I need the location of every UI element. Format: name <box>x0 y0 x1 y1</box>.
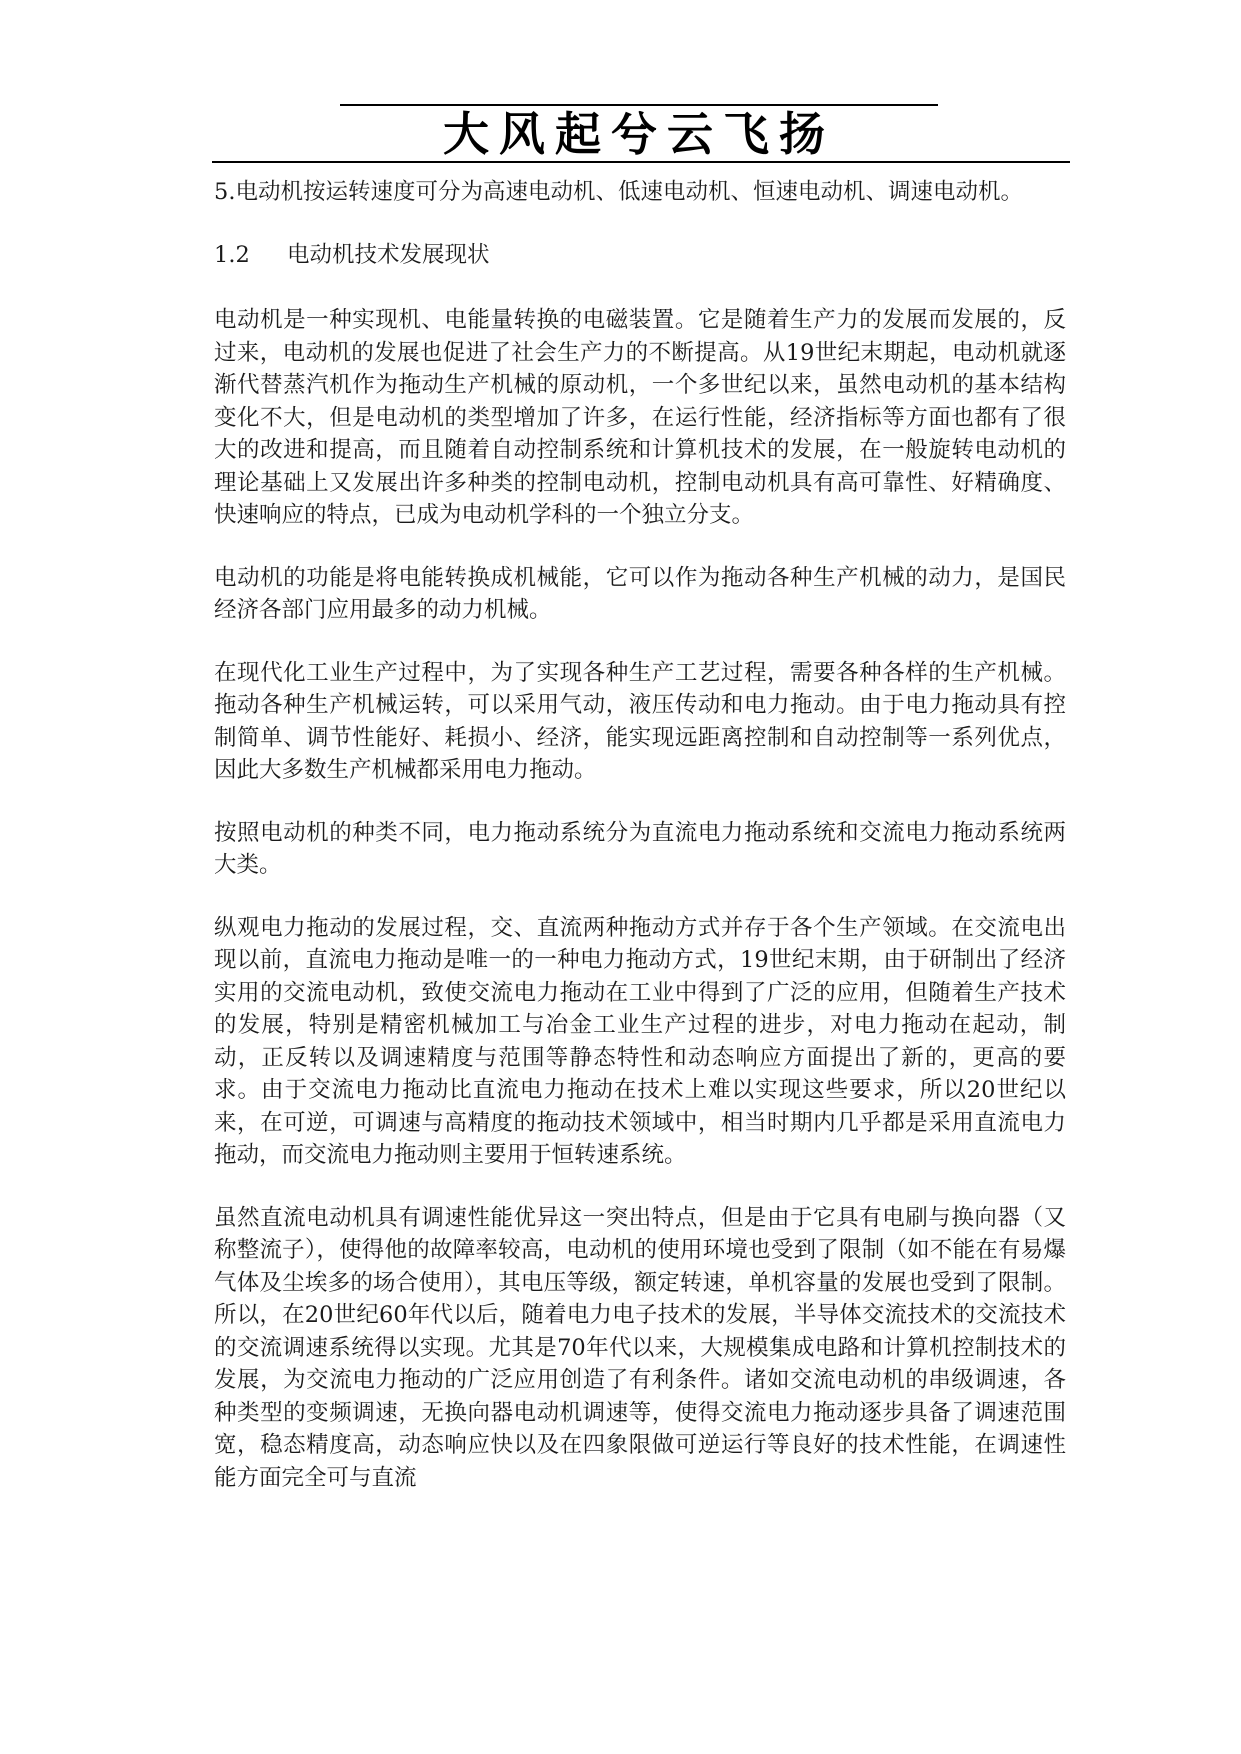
section-heading <box>214 239 1066 272</box>
section-title: 电动机技术发展现状 <box>287 241 490 268</box>
section-number: 1.2 <box>214 241 250 268</box>
header-title: 大风起兮云飞扬 <box>443 107 835 161</box>
paragraph-4: 按照电动机的种类不同，电力拖动系统分为直流电力拖动系统和交流电力拖动系统两大类。 <box>214 819 1066 878</box>
paragraph-6: 虽然直流电动机具有调速性能优异这一突出特点，但是由于它具有电刷与换向器（又称整流子），使得他的故障率较高，电动机的使用环境也受到了限制（如不能在有易爆气体及尘埃多的场合使用），其电压等级，额定转速，单机容量的发展也受到了限制。所以，在20世纪60年代以后，随着电力电子技术的发展，半导体交流技术的交流技术的交流调速系统得以实现。尤其是70年代以来，大规模集成电路和计算机控制技术的发展，为交流电力拖动的广泛应用创造了有利条件。诸如交流电动机的串级调速，各种类型的变频调速，无换向器电动机调速等，使得交流电力拖动逐步具备了调速范围宽，稳态精度高，动态响应快以及在四象限做可逆运行等良好的技术性能，在调速性能方面完全可与直流 <box>214 1204 1066 1491</box>
list-item-5: 5.电动机按运转速度可分为高速电动机、低速电动机、恒速电动机、调速电动机。 <box>214 179 1023 205</box>
paragraph-1: 电动机是一种实现机、电能量转换的电磁装置。它是随着生产力的发展而发展的，反过来，电动机的发展也促进了社会生产力的不断提高。从19世纪末期起，电动机就逐渐代替蒸汽机作为拖动生产机械的原动机，一个多世纪以来，虽然电动机的基本结构变化不大，但是电动机的类型增加了许多，在运行性能，经济指标等方面也都有了很大的改进和提高，而且随着自动控制系统和计算机技术的发展，在一般旋转电动机的理论基础上又发展出许多种类的控制电动机，控制电动机具有高可靠性、好精确度、快速响应的特点，已成为电动机学科的一个独立分支。 <box>214 307 1066 528</box>
paragraph-3: 在现代化工业生产过程中，为了实现各种生产工艺过程，需要各种各样的生产机械。拖动各种生产机械运转，可以采用气动，液压传动和电力拖动。由于电力拖动具有控制简单、调节性能好、耗损小、经济，能实现远距离控制和自动控制等一系列优点，因此大多数生产机械都采用电力拖动。 <box>214 659 1066 783</box>
paragraph-2: 电动机的功能是将电能转换成机械能，它可以作为拖动各种生产机械的动力，是国民经济各部门应用最多的动力机械。 <box>214 564 1066 623</box>
document-body <box>214 176 1066 1524</box>
header-bottom-rule <box>212 161 1070 163</box>
paragraph-5: 纵观电力拖动的发展过程，交、直流两种拖动方式并存于各个生产领域。在交流电出现以前，直流电力拖动是唯一的一种电力拖动方式，19世纪末期，由于研制出了经济实用的交流电动机，致使交流电力拖动在工业中得到了广泛的应用，但随着生产技术的发展，特别是精密机械加工与冶金工业生产过程的进步，对电力拖动在起动，制动，正反转以及调速精度与范围等静态特性和动态响应方面提出了新的，更高的要求。由于交流电力拖动比直流电力拖动在技术上难以实现这些要求，所以20世纪以来，在可逆，可调速与高精度的拖动技术领域中，相当时期内几乎都是采用直流电力拖动，而交流电力拖动则主要用于恒转速系统。 <box>214 914 1066 1168</box>
